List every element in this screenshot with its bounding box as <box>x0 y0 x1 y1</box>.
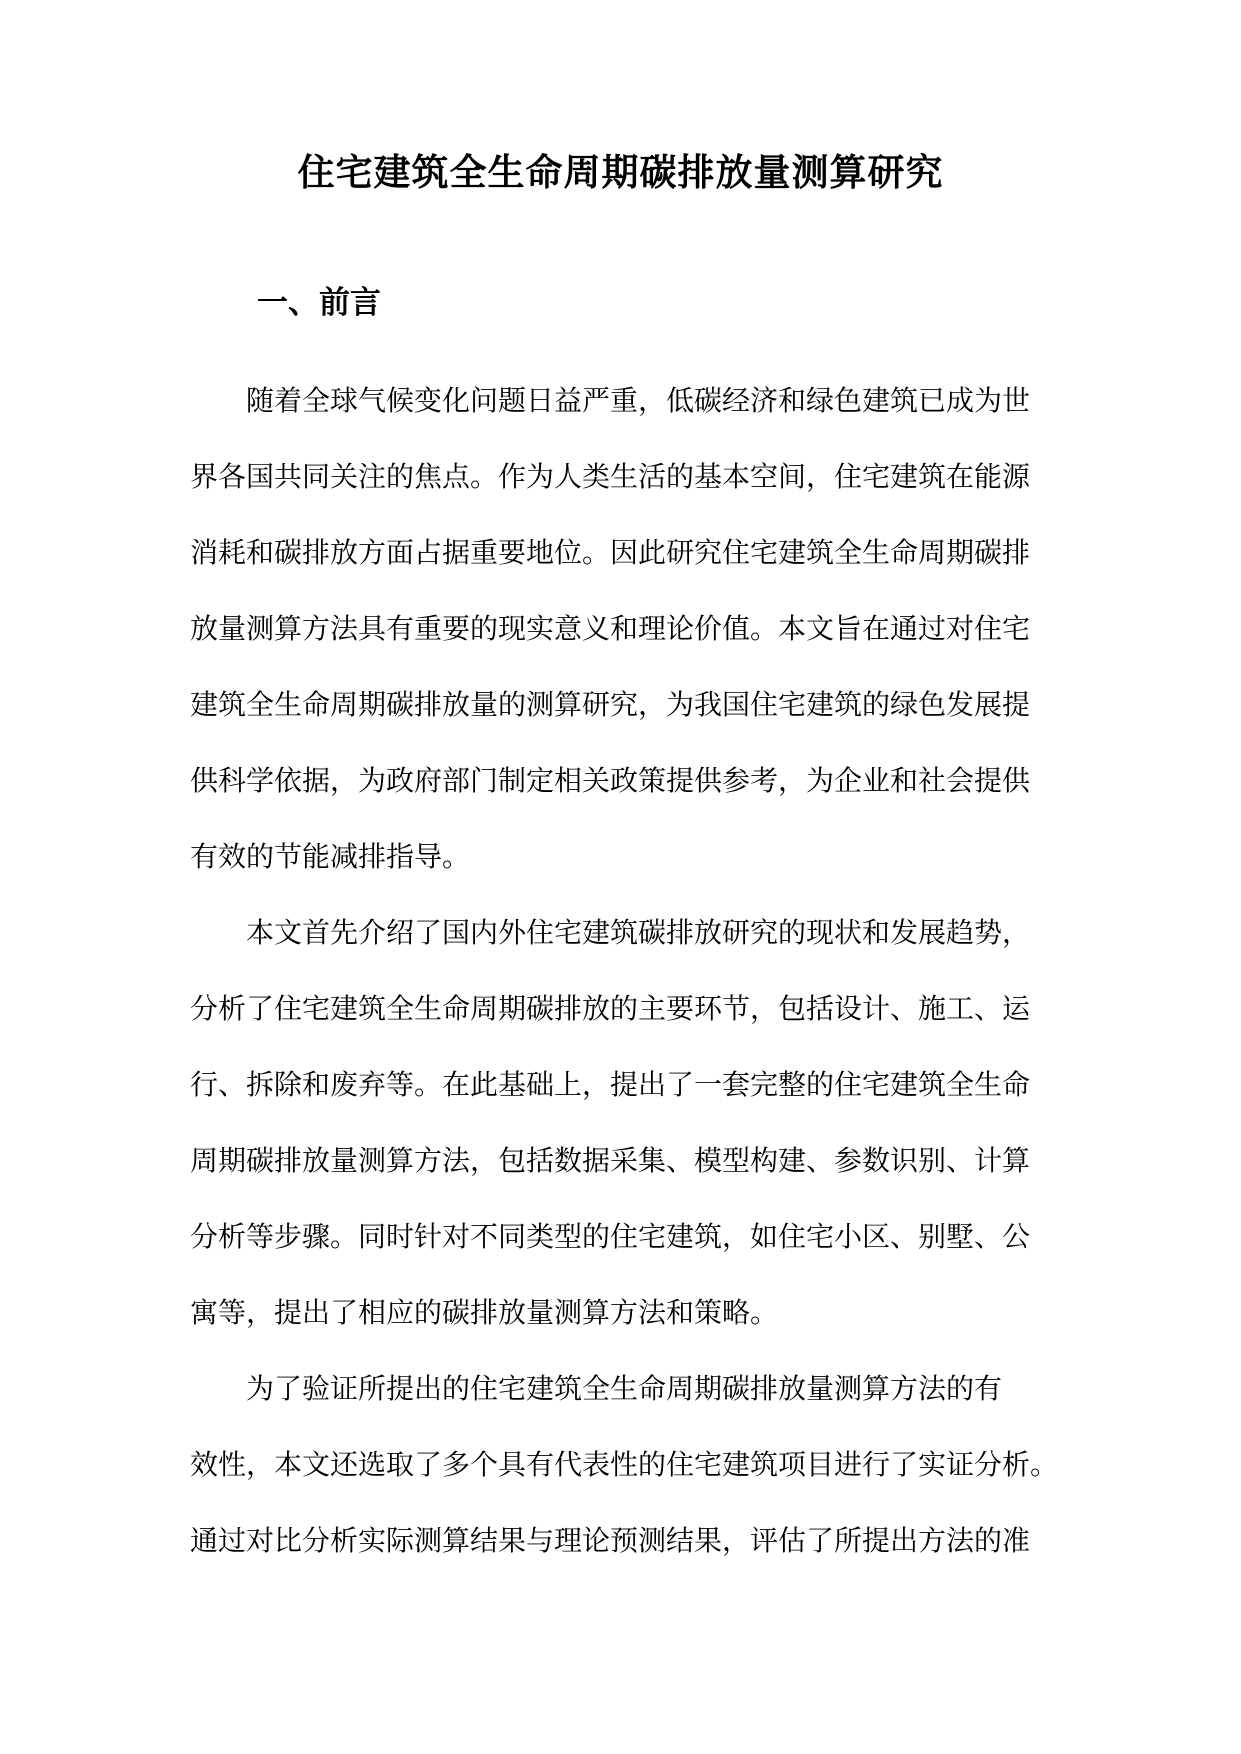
paragraph-intro-2 <box>190 895 1052 1351</box>
text-line: 通过对比分析实际测算结果与理论预测结果，评估了所提出方法的准 <box>190 1524 1031 1557</box>
text-line: 界各国共同关注的焦点。作为人类生活的基本空间，住宅建筑在能源 <box>190 460 1031 493</box>
section-heading: 一、前言 <box>257 285 381 321</box>
document-title: 住宅建筑全生命周期碳排放量测算研究 <box>297 150 944 194</box>
text-line: 为了验证所提出的住宅建筑全生命周期碳排放量测算方法的有 <box>246 1372 1003 1405</box>
text-line: 建筑全生命周期碳排放量的测算研究，为我国住宅建筑的绿色发展提 <box>190 688 1031 721</box>
paragraph-intro-3 <box>190 1351 1059 1579</box>
document-body <box>190 363 1059 1579</box>
text-line: 本文首先介绍了国内外住宅建筑碳排放研究的现状和发展趋势， <box>246 916 1031 949</box>
paragraph-intro-1 <box>190 363 1052 895</box>
text-line: 分析等步骤。同时针对不同类型的住宅建筑，如住宅小区、别墅、公 <box>190 1220 1031 1253</box>
text-line: 放量测算方法具有重要的现实意义和理论价值。本文旨在通过对住宅 <box>190 612 1031 645</box>
text-line: 消耗和碳排放方面占据重要地位。因此研究住宅建筑全生命周期碳排 <box>190 536 1031 569</box>
text-line: 寓等，提出了相应的碳排放量测算方法和策略。 <box>190 1296 779 1329</box>
text-line: 供科学依据，为政府部门制定相关政策提供参考，为企业和社会提供 <box>190 764 1031 797</box>
text-line: 周期碳排放量测算方法，包括数据采集、模型构建、参数识别、计算 <box>190 1144 1031 1177</box>
text-line: 有效的节能减排指导。 <box>190 840 471 873</box>
text-line: 随着全球气候变化问题日益严重，低碳经济和绿色建筑已成为世 <box>246 384 1031 417</box>
text-line: 行、拆除和废弃等。在此基础上，提出了一套完整的住宅建筑全生命 <box>190 1068 1031 1101</box>
text-line: 分析了住宅建筑全生命周期碳排放的主要环节，包括设计、施工、运 <box>190 992 1031 1025</box>
text-line: 效性，本文还选取了多个具有代表性的住宅建筑项目进行了实证分析。 <box>190 1448 1059 1481</box>
